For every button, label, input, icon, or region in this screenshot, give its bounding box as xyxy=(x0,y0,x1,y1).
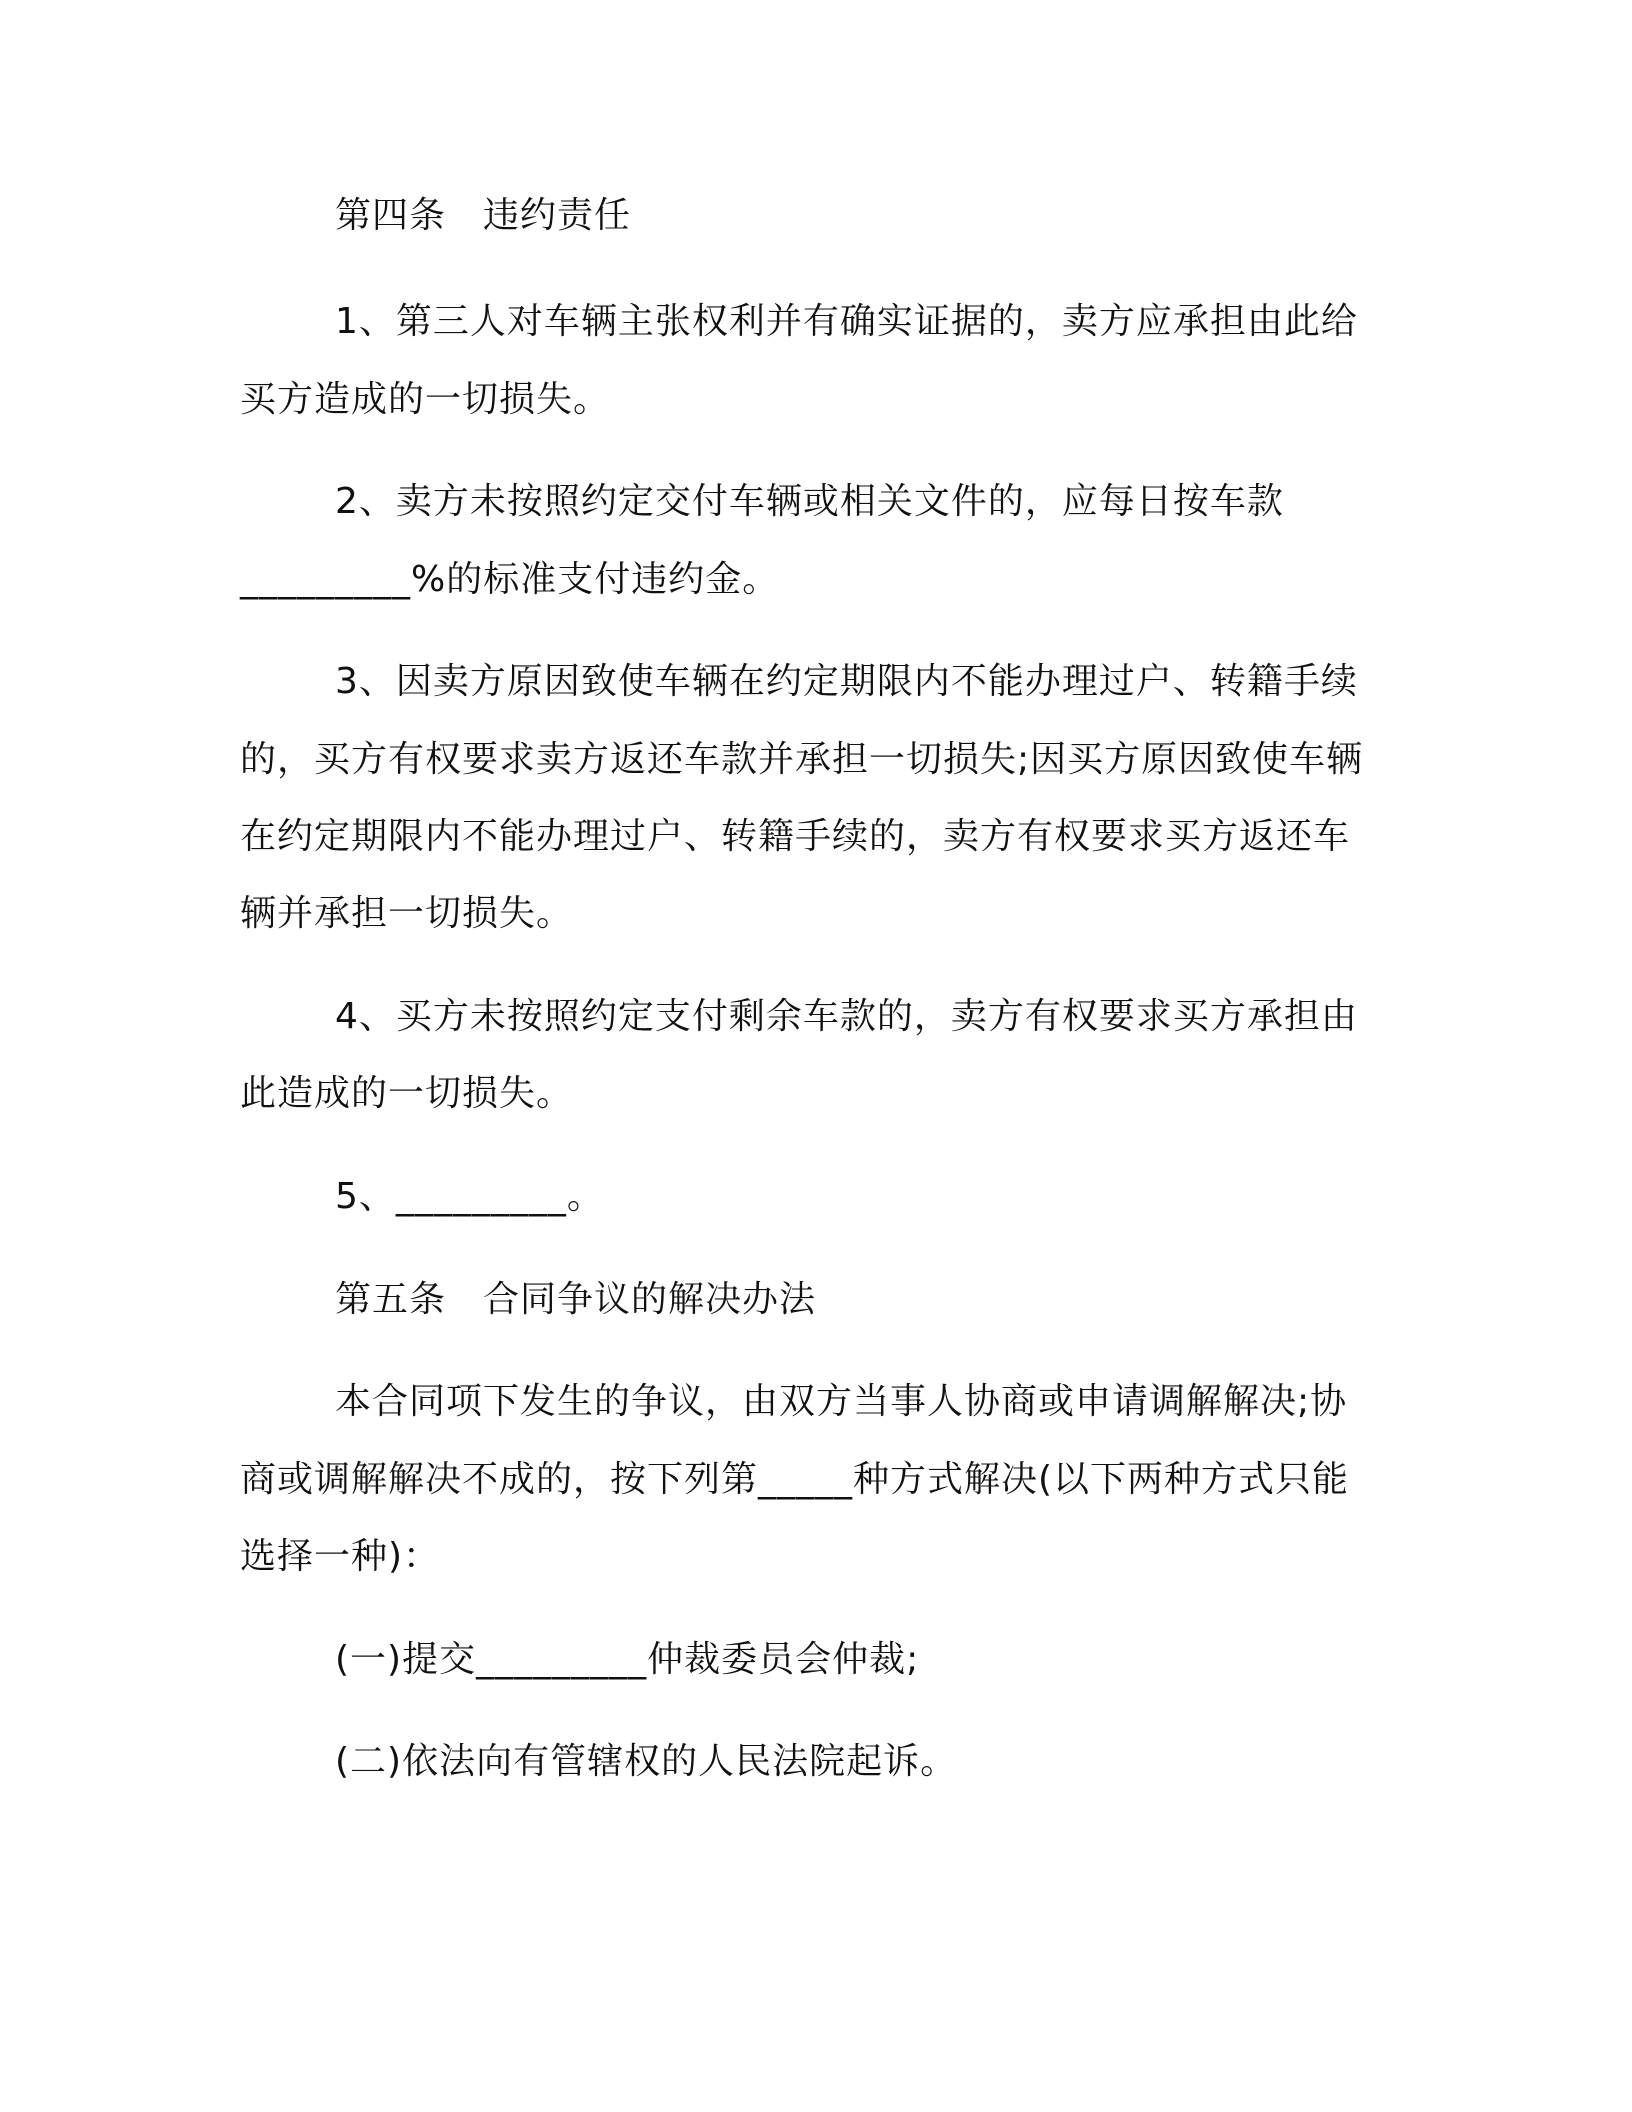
article-4-item-1-line-1: 1、第三人对车辆主张权利并有确实证据的，卖方应承担由此给 xyxy=(335,301,1358,342)
article-4-item-2-line-1: 2、卖方未按照约定交付车辆或相关文件的，应每日按车款 xyxy=(335,481,1284,522)
article-4-item-1-line-2: 买方造成的一切损失。 xyxy=(240,379,611,420)
article-4-item-5: 5、_________。 xyxy=(335,1176,604,1217)
article-4-item-3-line-4: 辆并承担一切损失。 xyxy=(240,893,574,934)
article-4-item-3-line-2: 的，买方有权要求卖方返还车款并承担一切损失;因买方原因致使车辆 xyxy=(240,739,1364,780)
article-5-option-2: (二)依法向有管辖权的人民法院起诉。 xyxy=(335,1741,958,1782)
article-5-option-1: (一)提交_________仲裁委员会仲裁; xyxy=(335,1639,920,1680)
article-4-heading: 第四条 违约责任 xyxy=(335,195,632,236)
article-5-paragraph-line-3: 选择一种)： xyxy=(240,1536,441,1577)
article-4-item-4-line-2: 此造成的一切损失。 xyxy=(240,1073,574,1114)
article-4-item-4-line-1: 4、买方未按照约定支付剩余车款的，卖方有权要求买方承担由 xyxy=(335,996,1358,1037)
article-5-paragraph-line-1: 本合同项下发生的争议，由双方当事人协商或申请调解解决;协 xyxy=(335,1381,1348,1422)
article-5-paragraph-line-2: 商或调解解决不成的，按下列第_____种方式解决(以下两种方式只能 xyxy=(240,1459,1350,1500)
article-5-heading: 第五条 合同争议的解决办法 xyxy=(335,1279,817,1320)
article-4-item-2-line-2: _________%的标准支付违约金。 xyxy=(240,559,780,600)
article-4-item-3-line-1: 3、因卖方原因致使车辆在约定期限内不能办理过户、转籍手续 xyxy=(335,661,1358,702)
article-4-item-3-line-3: 在约定期限内不能办理过户、转籍手续的，卖方有权要求买方返还车 xyxy=(240,816,1351,857)
